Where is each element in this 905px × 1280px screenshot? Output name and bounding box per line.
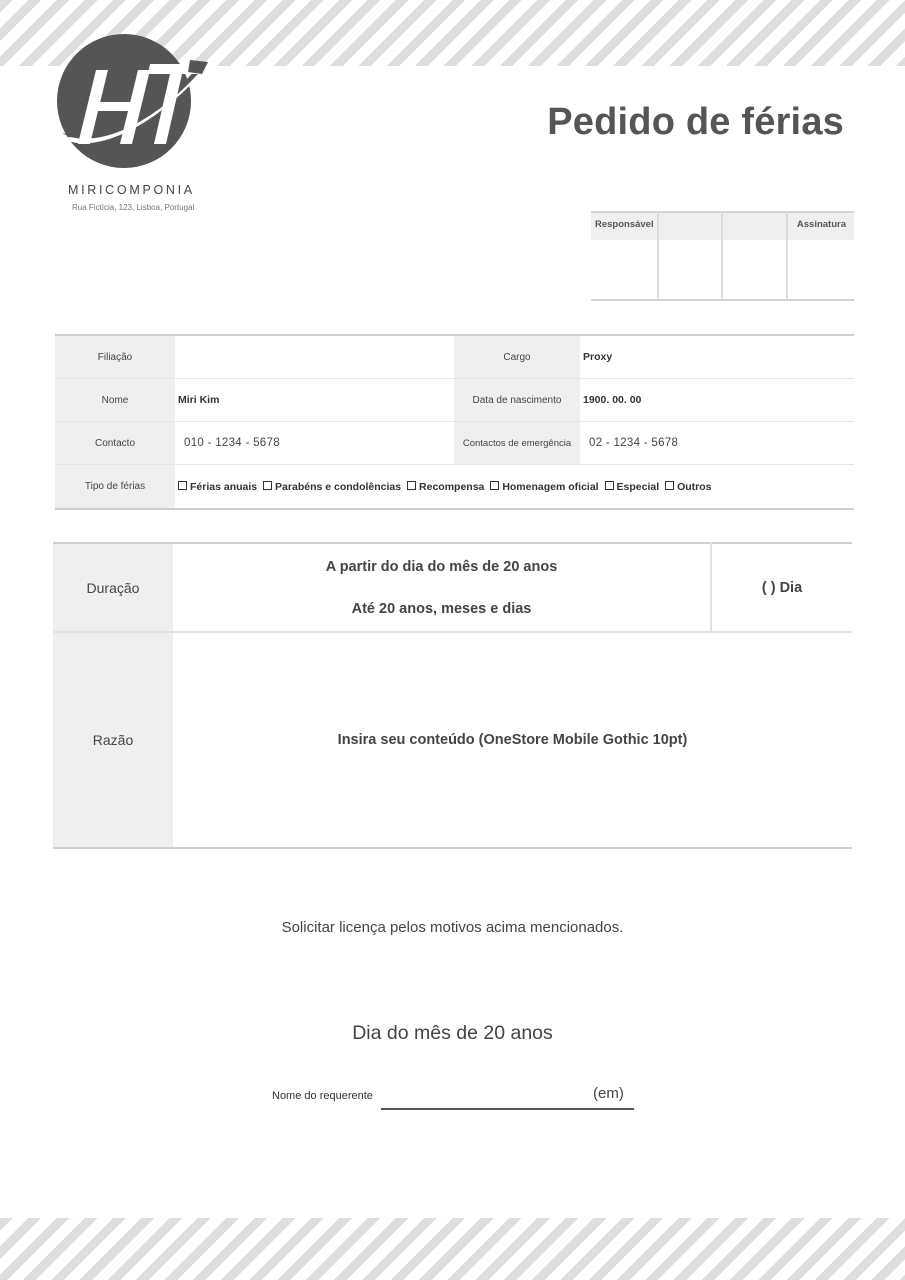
checkbox[interactable] [263,481,272,490]
approval-divider [786,211,788,299]
contact-label: Contacto [55,422,175,465]
seal-suffix: (em) [593,1085,624,1102]
page-title: Pedido de férias [547,101,844,143]
reason-field[interactable]: Insira seu conteúdo (OneStore Mobile Gothic 10pt) [337,732,688,748]
approval-box [591,211,854,301]
affiliation-field[interactable] [175,335,454,379]
table-row [55,465,854,510]
leave-type-options [175,465,854,510]
approval-divider [721,211,723,299]
table-row [55,335,854,379]
footer-stripe-decoration [0,1218,905,1280]
checkbox[interactable] [665,481,674,490]
duration-label: Duração [53,543,173,632]
employee-info-table [55,334,854,510]
table-row [55,422,854,465]
leave-option-condolences[interactable]: Parabéns e condolências [263,481,401,493]
position-field[interactable]: Proxy [580,335,854,379]
leave-option-official-tribute[interactable]: Homenagem oficial [490,481,598,493]
leave-option-special[interactable]: Especial [605,481,660,493]
name-field[interactable]: Miri Kim [175,379,454,422]
days-field[interactable]: ( ) Dia [711,543,852,632]
emergency-contact-field[interactable]: 02 - 1234 - 5678 [580,422,854,465]
birth-date-label: Data de nascimento [454,379,580,422]
emergency-contact-label: Contactos de emergência [454,422,580,465]
approval-responsible-label: Responsável [595,219,654,230]
contact-field[interactable]: 010 - 1234 - 5678 [175,422,454,465]
duration-field[interactable] [173,543,711,632]
name-label: Nome [55,379,175,422]
leave-option-annual[interactable]: Férias anuais [178,481,257,493]
leave-details-table [53,542,852,849]
approval-divider [657,211,659,299]
checkbox[interactable] [407,481,416,490]
leave-type-label: Tipo de férias [55,465,175,510]
table-row [55,379,854,422]
duration-from-text: A partir do dia do mês de 20 anos [325,558,558,575]
company-address: Rua Fictícia, 123, Lisboa, Portugal [72,203,195,212]
reason-label: Razão [53,632,173,848]
ht-globe-logo-icon [50,32,220,182]
leave-option-other[interactable]: Outros [665,481,711,493]
date-line: Dia do mês de 20 anos [352,1022,553,1044]
duration-to-text: Até 20 anos, meses e dias [351,600,532,617]
applicant-name-label: Nome do requerente [272,1090,373,1102]
request-statement: Solicitar licença pelos motivos acima mencionados. [281,919,624,936]
approval-signature-label: Assinatura [796,219,846,230]
affiliation-label: Filiação [55,335,175,379]
birth-date-field[interactable]: 1900. 00. 00 [580,379,854,422]
checkbox[interactable] [178,481,187,490]
applicant-signature-line[interactable] [381,1108,634,1110]
leave-option-reward[interactable]: Recompensa [407,481,484,493]
company-name: MIRICOMPONIA [68,183,195,197]
position-label: Cargo [454,335,580,379]
checkbox[interactable] [605,481,614,490]
table-row [53,632,852,848]
table-row [53,543,852,632]
checkbox[interactable] [490,481,499,490]
